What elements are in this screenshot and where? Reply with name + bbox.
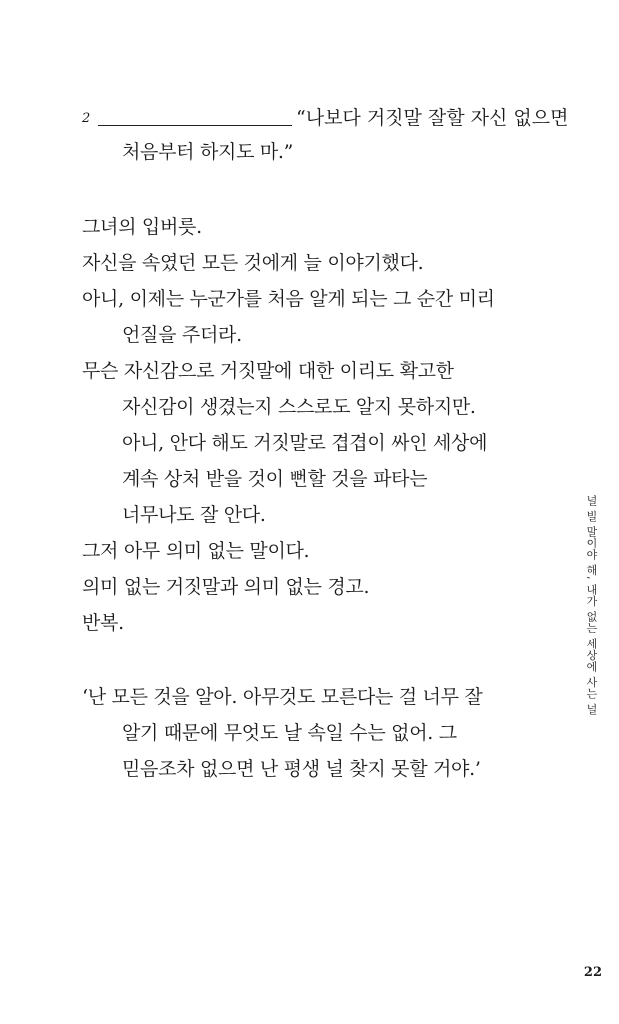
text-line: 자신감이 생겼는지 스스로도 알지 못하지만. <box>122 396 476 418</box>
text-line: 아니, 이제는 누군가를 처음 알게 되는 그 순간 미리 <box>82 288 495 310</box>
text-line: 의미 없는 거짓말과 의미 없는 경고. <box>82 576 370 598</box>
quote-line: 알기 때문에 무엇도 날 속일 수는 없어. 그 <box>122 722 457 744</box>
text-line: 무슨 자신감으로 거짓말에 대한 이리도 확고한 <box>82 360 454 382</box>
text-line: 언질을 주더라. <box>122 324 242 346</box>
text-line: 그저 아무 의미 없는 말이다. <box>82 540 310 562</box>
running-title: 널 빌 말이야 해, 내가 없는 세상에 사는 널 <box>585 495 598 715</box>
quote-line: 믿음조차 없으면 난 평생 널 찾지 못할 거야.’ <box>122 758 481 780</box>
text-line: 너무나도 잘 안다. <box>122 504 266 526</box>
text-line: 반복. <box>82 612 124 634</box>
text-line: 그녀의 입버릇. <box>82 216 202 238</box>
page-number: 22 <box>583 965 602 980</box>
section-heading <box>82 101 569 135</box>
text-line: 자신을 속였던 모든 것에게 늘 이야기했다. <box>82 252 424 274</box>
heading-line-1: “나보다 거짓말 잘할 자신 없으면 <box>296 107 569 129</box>
text-line: 아니, 안다 해도 거짓말로 겹겹이 싸인 세상에 <box>122 432 488 454</box>
heading-line-2: 처음부터 하지도 마.” <box>122 141 294 163</box>
section-number: 2 <box>82 111 91 126</box>
heading-rule <box>98 125 292 126</box>
text-line: 계속 상처 받을 것이 뻔할 것을 파타는 <box>122 468 428 490</box>
quote-line: ‘난 모든 것을 알아. 아무것도 모른다는 걸 너무 잘 <box>82 686 483 708</box>
